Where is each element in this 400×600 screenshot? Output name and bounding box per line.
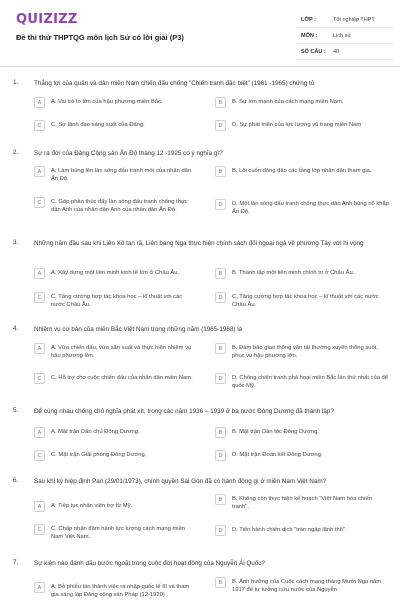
option-c[interactable] [34,373,194,384]
option-d[interactable] [215,525,390,536]
option-c[interactable] [34,120,194,131]
header-divider [0,66,400,67]
option-text: B. Thành lập một liên minh chính trị ở Châu Âu. [232,270,355,276]
question-text: Sự kiện nào đánh dấu bước ngoặt trong cuộc đời hoạt động của Nguyễn Ái Quốc? [34,560,265,567]
option-text: B. Mặt trận Dân tộc Đông Dương. [232,429,319,435]
option-a[interactable] [34,343,194,361]
option-text: D. Một làn sóng đấu tranh chống thực dân Anh bùng nổ khắp Ấn Độ. [232,201,389,216]
option-a[interactable] [34,501,194,512]
option-b[interactable] [215,97,390,108]
option-b[interactable] [215,494,390,512]
option-text: B. Đảm bảo giao thông vận tải thường xuyên thông suốt, phục vụ hậu phương lớn. [232,345,378,360]
option-c[interactable] [34,450,194,461]
question-number: 3. [13,239,19,246]
option-a[interactable] [34,582,194,600]
option-text: A. Mặt trận Dân chủ Đông Dương. [51,429,140,435]
option-letter-box: D [215,199,226,210]
question-text: Sau khi ký hiệp định Pari (29/01/1973), chính quyền Sài Gòn đã có hành động gì ở miền Nam Việt Nam? [34,478,327,485]
option-text: B. Sự lớn mạnh của cách mạng miền Nam. [232,99,344,105]
option-c[interactable] [34,197,194,215]
option-d[interactable] [215,292,390,310]
option-text: A. Bỏ phiếu tán thành việc ra nhập quốc tế III và tham gia sáng lập Đảng cộng sản Pháp (12-1920) [51,584,190,599]
option-text: B. Lôi cuốn đông đảo các tầng lớp nhân dân tham gia. [232,168,372,174]
option-letter-box: C [34,197,45,208]
question-text: Để cùng nhau chống chủ nghĩa phát xít, trong các năm 1936 – 1939 ở ba nước Đông Dương đã thành lập? [34,408,334,415]
option-text: A. Vừa chiến đấu, vừa sản xuất và thực hiện nhiệm vụ hậu phương lớn. [51,345,192,360]
meta-box [297,12,393,60]
option-text: A. Xây dựng một liên minh kinh tế lớn ở Châu Âu. [51,270,180,276]
option-text: D. Mặt trận Đoàn kết Đông Dương. [232,452,323,458]
option-d[interactable] [215,450,390,461]
meta-label: LỚP : [301,16,316,23]
option-b[interactable] [215,427,390,438]
option-text: D. Chống chiến tranh phá hoại miền Bắc lần thứ nhất của để quốc Mỹ. [232,375,388,390]
worksheet-header [0,0,400,62]
option-letter-box: A [34,343,45,354]
option-letter-box: D [215,373,226,384]
option-letter-box: A [34,501,45,512]
meta-label: MÔN : [301,32,318,39]
question-number: 4. [13,325,19,332]
question-text: Sự ra đời của Đảng Cộng sản Ấn Độ tháng 12 -1925 có ý nghĩa gì? [34,150,223,157]
meta-row-count [297,44,393,60]
quizizz-logo: QUIZIZZ [16,12,78,27]
meta-row-class [297,12,393,28]
option-letter-box: B [215,427,226,438]
option-text: D. Tiến hành chiến dịch "tràn ngập lãnh thổ". [232,527,347,533]
option-letter-box: C [34,120,45,131]
option-d[interactable] [215,120,390,131]
option-text: A. Làm bùng lên làn sóng đấu tranh mới của nhân dân Ấn Độ. [51,168,192,183]
option-text: C. Chấp nhận đàm hành lực lượng cách mạng miền Nam Việt Nam. [51,526,186,541]
option-letter-box: B [215,268,226,279]
option-c[interactable] [34,292,194,310]
option-b[interactable] [215,166,390,177]
question-number: 6. [13,477,19,484]
option-text: A. Tiếp tục nhận viện trợ từ Mỹ. [51,503,133,509]
option-letter-box: A [34,427,45,438]
worksheet-title: Đề thi thử THPTQG môn lịch Sử có lời giải (P3) [16,33,184,42]
option-text: A. Vai trò to lớn của hậu phương miền Bắc. [51,99,163,105]
question-text: Những năm đầu sau khi Liên Xô tan rã, Liên bang Nga thực hiện chính sách đối ngoại ngả về phương Tây với hi vọng [34,240,364,247]
option-letter-box: D [215,292,226,303]
option-letter-box: C [34,450,45,461]
question-text: Thắng lợi của quân và dân miền Nam chiến đấu chống "Chiến tranh đặc biệt" (1961 -1965) chứng tỏ [34,80,315,87]
meta-value: Lịch sử [333,32,352,39]
question-number: 5. [13,407,19,414]
question-number: 7. [13,559,19,566]
option-letter-box: D [215,525,226,536]
option-letter-box: A [34,166,45,177]
option-b[interactable] [215,343,390,361]
meta-row-subject [297,28,393,44]
option-c[interactable] [34,524,194,542]
option-d[interactable] [215,373,390,391]
option-letter-box: B [215,343,226,354]
option-text: C. Góp phần thúc đẩy làn sóng đấu tranh chống thực dân Anh của nhân dân Anh của nhân dân Ấn Độ. [51,199,188,214]
option-letter-box: D [215,450,226,461]
option-text: C. Sự lãnh đạo sáng suốt của Đảng. [51,122,145,128]
option-a[interactable] [34,166,194,184]
option-letter-box: B [215,166,226,177]
option-a[interactable] [34,427,194,438]
meta-value: 40 [333,48,340,55]
option-letter-box: A [34,582,45,593]
question-number: 2. [13,149,19,156]
option-letter-box: A [34,268,45,279]
option-letter-box: D [215,120,226,131]
option-b[interactable] [215,577,390,595]
meta-value: Tốt nghiệp THPT [333,16,375,23]
option-letter-box: A [34,97,45,108]
option-letter-box: C [34,292,45,303]
option-letter-box: B [215,97,226,108]
question-text: Nhiệm vụ cơ bản của miền Bắc Việt Nam trong những năm (1965-1968) là [34,326,243,333]
option-d[interactable] [215,199,390,217]
option-text: C. Mặt trận Giải phóng Đông Dương. [51,452,147,458]
option-letter-box: B [215,494,226,505]
option-text: B. Không còn thực hiện kế hoạch "Việt Nam hóa chiến tranh". [232,496,372,511]
option-text: C. Hỗ trợ cho cuộc chiến đấu của nhân dân miền Nam. [51,375,193,381]
option-letter-box: C [34,373,45,384]
option-a[interactable] [34,97,194,108]
option-text: B. Ảnh hưởng của Cuộc cách mạng tháng Mười Nga năm 1917 để tư tưởng cứu nước của Nguyễn [232,579,382,594]
option-a[interactable] [34,268,194,279]
option-text: C. Tăng cường hợp tác khoa học – kĩ thuật với các nước Châu Âu. [232,294,379,309]
option-text: D. Sự phát triển của lực lượng vũ trang miền Nam [232,122,362,128]
option-text: C. Tăng cường hợp tác khoa học – kĩ thuật với các nước Châu Âu. [51,294,183,309]
option-b[interactable] [215,268,390,279]
option-letter-box: B [215,577,226,588]
question-number: 1. [13,79,19,86]
meta-label: SỐ CÂU : [301,48,326,55]
option-letter-box: C [34,524,45,535]
